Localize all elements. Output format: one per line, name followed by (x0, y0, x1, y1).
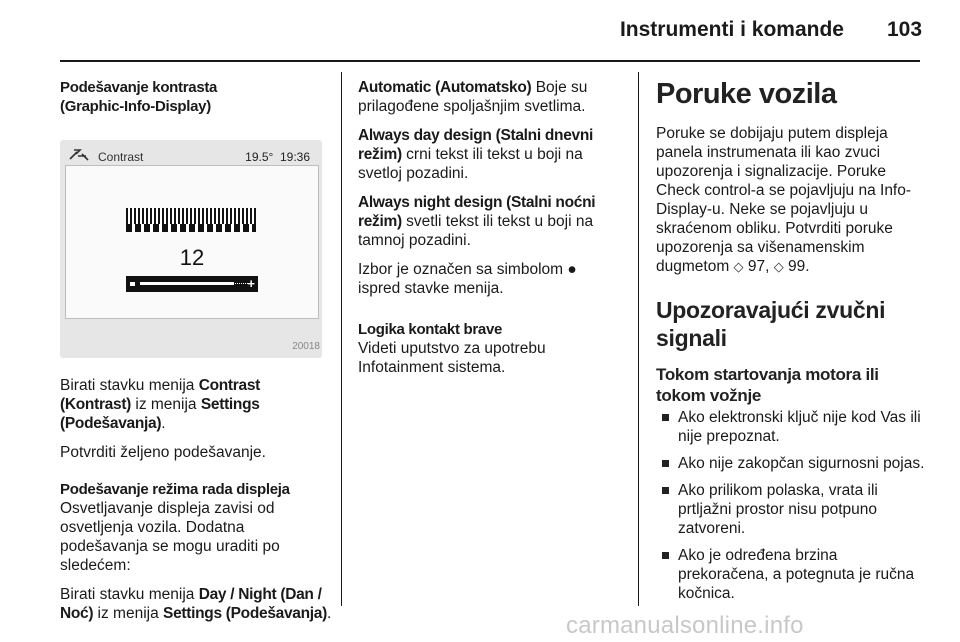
paragraph-confirm: Potvrditi željeno podešavanje. (60, 444, 266, 461)
column-3 (656, 78, 926, 611)
screen-title: Contrast (98, 150, 144, 164)
paragraph-vehicle-messages: Poruke se dobijaju putem displeja panela instrumenata ili kao zvuci upozorenja i signalizacije. Poruke Check control-a se pojavljuju na Info-Display-u. Neke se pojavljuju u skraćenom obliku. Potvrditi poruke upozorenja sa višenamenskim dugmetom ◇ 97, ◇ 99. (656, 125, 912, 275)
slider-minus-icon (130, 282, 135, 286)
paragraph-display-lighting: Osvetljavanje displeja zavisi od osvetljenja vozila. Dodatna podešavanja se mogu uraditi po sledećem: (60, 500, 280, 574)
screen-time: 19:36 (279, 150, 310, 164)
bullet-square-icon (662, 487, 669, 494)
option-automatic: Automatic (Automatsko) Boje su prilagođene spoljašnjim svetlima. (358, 79, 588, 115)
bullet-square-icon (662, 414, 669, 421)
contrast-test-pattern (126, 208, 256, 224)
screen-temperature: 19.5° (245, 150, 274, 164)
column-divider-1 (341, 72, 342, 606)
screen-title-bar (68, 147, 318, 165)
list-item: Ako prilikom polaska, vrata ili prtljažni prostor nisu potpuno zatvoreni. (656, 481, 926, 538)
paragraph-select-day-night: Birati stavku menija Day / Night (Dan / Noć) iz menija Settings (Podešavanja). (60, 586, 332, 622)
bullet-square-icon (662, 460, 669, 467)
page-number: 103 (887, 18, 923, 41)
paragraph-select-contrast: Birati stavku menija Contrast (Kontrast) iz menija Settings (Podešavanja). (60, 377, 261, 432)
screen-content (65, 165, 319, 319)
running-header-title: Instrumenti i komande (619, 18, 844, 41)
column-1 (60, 78, 332, 633)
section-heading-display-mode: Podešavanje režima rada displeja (60, 481, 290, 498)
column-2 (358, 78, 614, 387)
contrast-slider[interactable] (126, 276, 258, 292)
paragraph-ignition-logic: Videti uputstvo za upotrebu Infotainment sistema. (358, 340, 546, 376)
watermark: carmanualsonline.info (566, 612, 804, 639)
list-item: Ako nije zakopčan sigurnosni pojas. (656, 454, 926, 473)
heading-during-start-driving: Tokom startovanja motora ili tokom vožnje (656, 365, 879, 405)
option-always-day: Always day design (Stalni dnevni režim) crni tekst ili tekst u boji na svetloj pozadini. (358, 127, 594, 182)
contrast-value: 12 (179, 245, 205, 270)
column-divider-2 (638, 72, 639, 606)
slider-plus-icon: + (247, 276, 255, 291)
bullet-square-icon (662, 552, 669, 559)
section-heading-ignition-logic: Logika kontakt brave (358, 321, 503, 338)
section-heading-contrast: Podešavanje kontrasta (Graphic-Info-Display) (60, 79, 218, 115)
header-rule (60, 60, 920, 62)
slider-fill (140, 282, 234, 285)
reference-arrow-icon: ◇ (733, 259, 744, 274)
heading-vehicle-messages: Poruke vozila (656, 78, 837, 110)
list-item: Ako elektronski ključ nije kod Vas ili nije prepoznat. (656, 408, 926, 446)
option-always-night: Always night design (Stalni noćni režim) svetli tekst ili tekst u boji na tamnoj pozadini. (358, 194, 596, 249)
heading-warning-chimes: Upozoravajući zvučni signali (656, 297, 886, 351)
contrast-test-pattern-lower (126, 224, 256, 232)
reference-arrow-icon: ◇ (773, 259, 784, 274)
contrast-screen-figure (60, 140, 322, 358)
figure-id: 20018 (292, 341, 320, 352)
list-item: Ako je određena brzina prekoračena, a potegnuta je ručna kočnica. (656, 546, 926, 603)
warning-bullet-list (656, 408, 926, 603)
paragraph-selection-symbol: Izbor je označen sa simbolom ● ispred stavke menija. (358, 261, 577, 297)
